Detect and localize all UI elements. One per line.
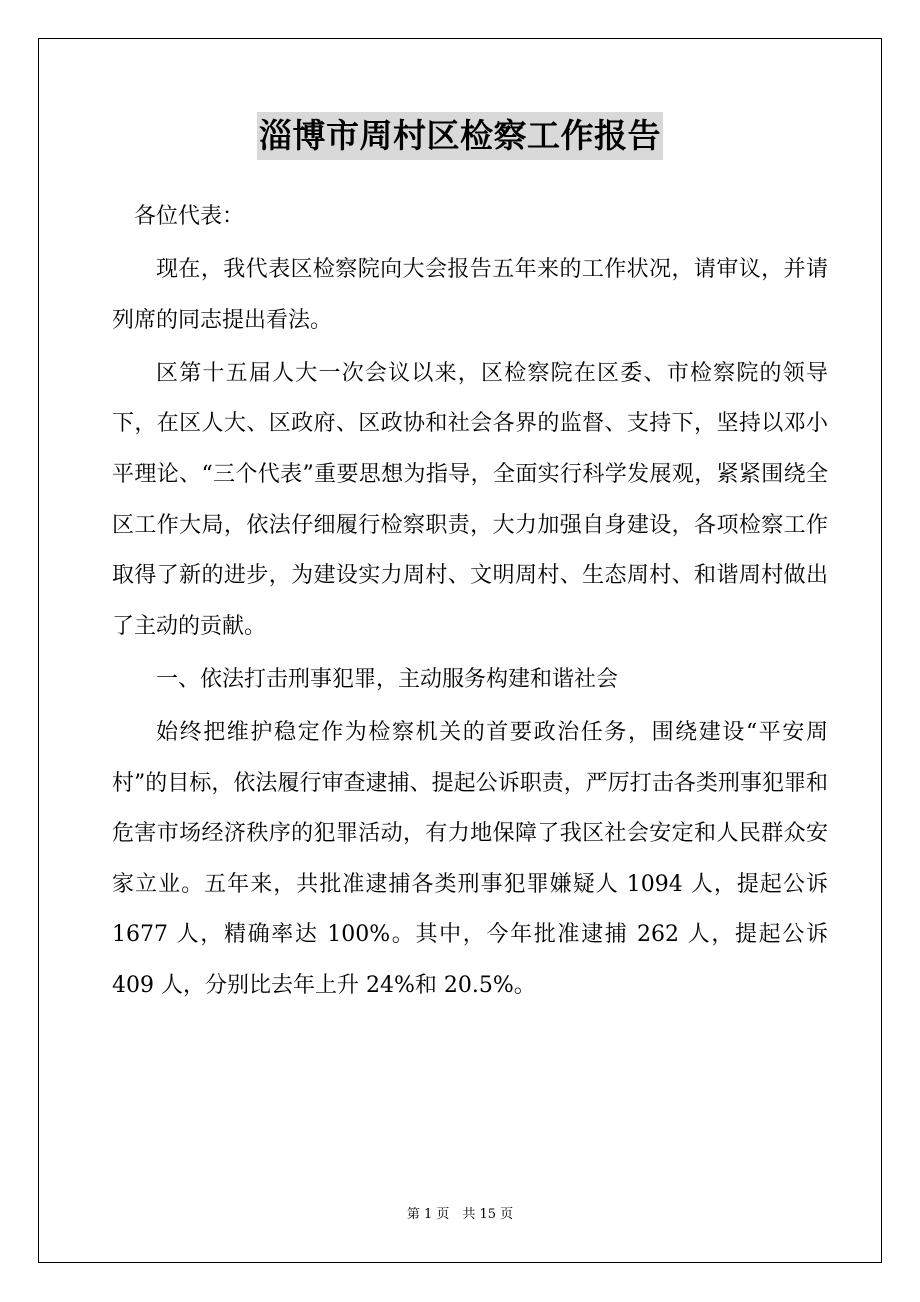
page-footer: 第 1 页 共 15 页 xyxy=(406,1207,514,1222)
document-title: 淄博市周村区检察工作报告 xyxy=(257,112,663,160)
paragraph-intro: 现在，我代表区检察院向大会报告五年来的工作状况，请审议，并请列席的同志提出看法。 xyxy=(112,257,828,333)
paragraph-overview: 区第十五届人大一次会议以来，区检察院在区委、市检察院的领导下，在区人大、区政府、区政协和社会各界的监督、支持下，坚持以邓小平理论、“三个代表”重要思想为指导，全面实行科学发展观，紧紧围绕全区工作大局，依法仔细履行检察职责，大力加强自身建设，各项检察工作取得了新的进步，为建设实力周村、文明周村、生态周村、和谐周村做出了主动的贡献。 xyxy=(112,360,828,639)
paragraph-section-1: 始终把维护稳定作为检察机关的首要政治任务，围绕建设“平安周村”的目标，依法履行审查逮捕、提起公诉职责，严厉打击各类刑事犯罪和危害市场经济秩序的犯罪活动，有力地保障了我区社会安定和人民群众安家立业。五年来，共批准逮捕各类刑事犯罪嫌疑人 1094 人，提起公诉 1677 人，精确率达 100%。其中，今年批准逮捕 262 人，提起公诉 409 人，分别比去年上升 24%和 20.5%。 xyxy=(112,719,828,998)
section-heading: 一、依法打击刑事犯罪，主动服务构建和谐社会 xyxy=(156,666,619,692)
salutation: 各位代表： xyxy=(134,204,245,229)
document-body xyxy=(112,192,828,1014)
title-container xyxy=(0,112,920,160)
